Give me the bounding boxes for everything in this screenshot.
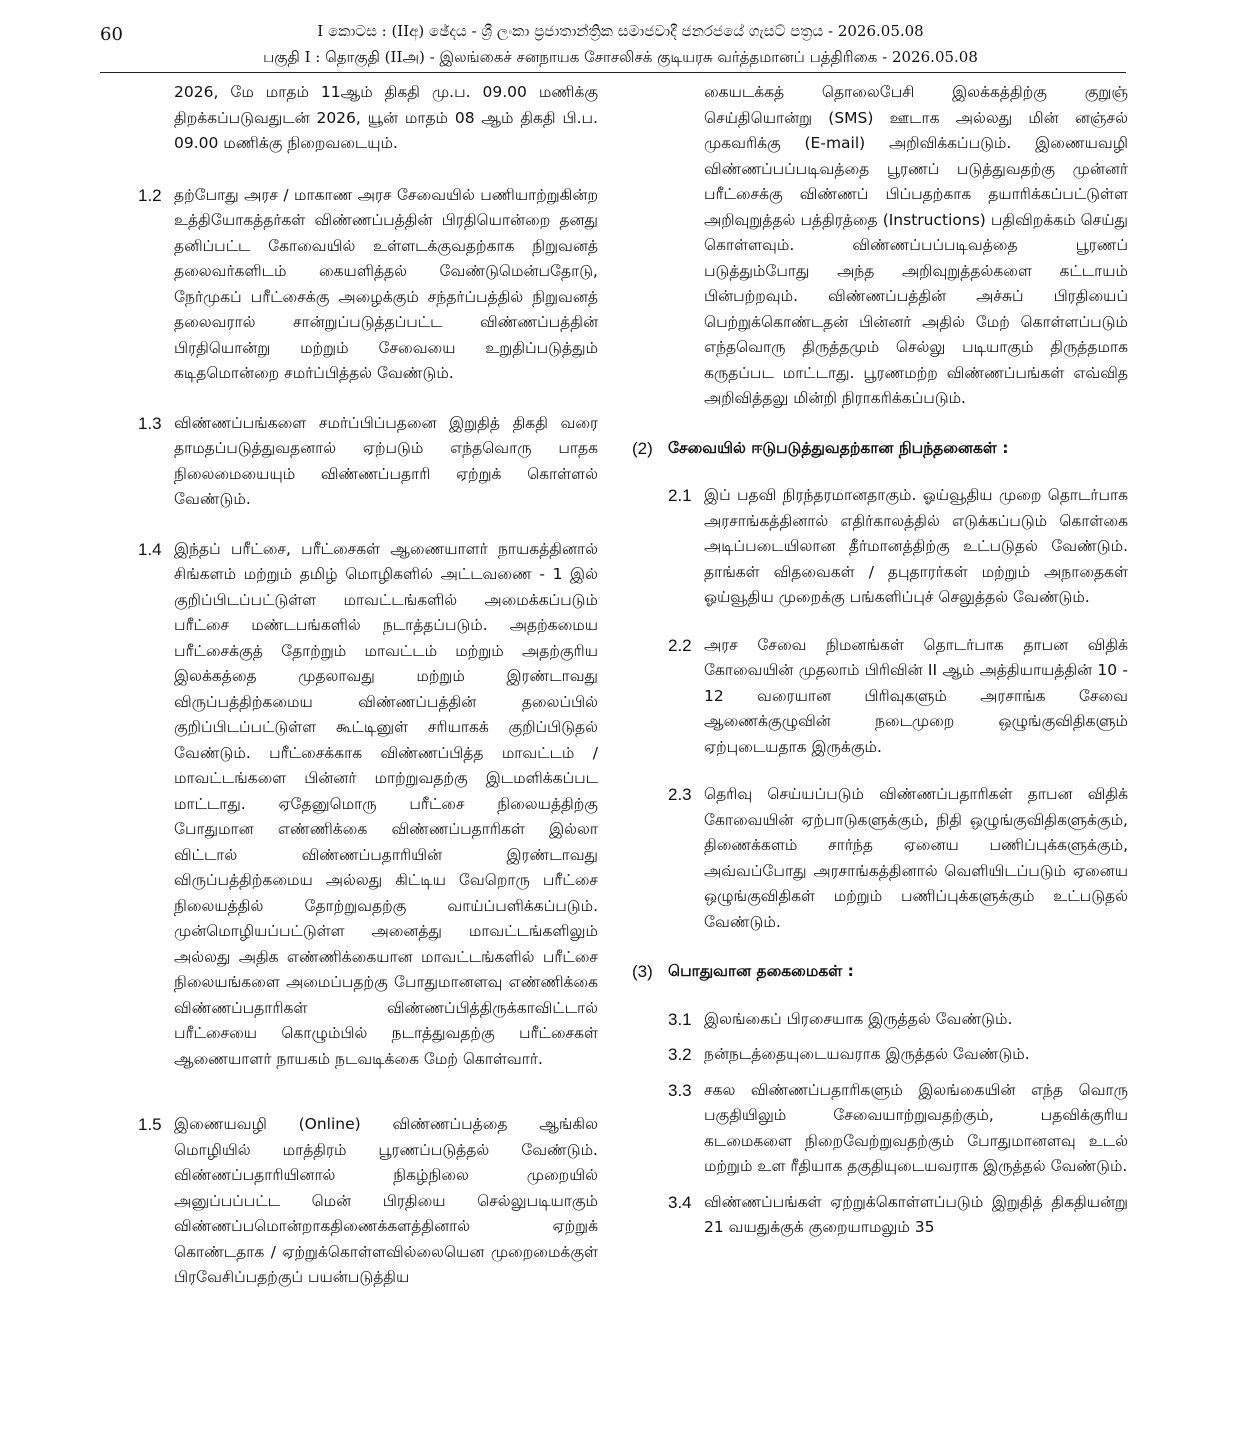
header-divider (100, 72, 1126, 73)
section-title: சேவையில் ஈடுபடுத்துவதற்கான நிபந்தனைகள் : (668, 438, 1009, 457)
clause-text: நன்நடத்தையுடையவராக இருத்தல் வேண்டும். (704, 1045, 1030, 1063)
right-column (632, 80, 1128, 1241)
clause-text: இணையவழி (Online) விண்ணப்பத்தை ஆங்கில மொழியில் மாத்திரம் பூரணப்படுத்தல் வேண்டும். விண்ணப்பதாரியினால் நிகழ்நிலை முறையில் அனுப்பப்பட்ட மென் பிரதியை செல்லுபடியாகும் விண்ணப்பமொன்றாகதிணைக்களத்தினால் ஏற்றுக் கொண்டதாக / ஏற்றுக்கொள்ளவில்லையென முறைமைக்குள் பிரவேசிப்பதற்குப் பயன்படுத்திய (174, 1115, 598, 1286)
clause-2-3 (632, 782, 1128, 935)
clause-2-1 (632, 483, 1128, 611)
section-2-heading (632, 436, 1128, 462)
clause-1-2 (138, 183, 598, 387)
left-column (138, 80, 598, 1291)
clause-1-5 (138, 1112, 598, 1291)
clause-number: 3.1 (668, 1009, 692, 1029)
clause-number: 1.3 (138, 413, 162, 433)
clause-text: இந்தப் பரீட்சை, பரீட்சைகள் ஆணையாளர் நாயகத்தினால் சிங்களம் மற்றும் தமிழ் மொழிகளில் அட்டவணை - 1 இல் குறிப்பிடப்பட்டுள்ள மாவட்டங்களில் அமைக்கப்படும் பரீட்சை மண்டபங்களில் நடாத்தப்படும். அதற்கமைய பரீட்சைக்குத் தோற்றும் மாவட்டம் மற்றும் அதற்குரிய இலக்கத்தை முதலாவது மற்றும் இரண்டாவது விருப்பத்திற்கமைய விண்ணப்பத்தின் தலைப்பில் குறிப்பிடப்பட்டுள்ள கூட்டினுள் சரியாகக் குறிப்பிடுதல் வேண்டும். பரீட்சைக்காக விண்ணப்பித்த மாவட்டம் / மாவட்டங்களை பின்னர் மாற்றுவதற்கு இடமளிக்கப்பட மாட்டாது. ஏதேனுமொரு பரீட்சை நிலையத்திற்கு போதுமான எண்ணிக்கை விண்ணப்பதாரிகள் இல்லா விட்டால் விண்ணப்பதாரியின் இரண்டாவது விருப்பத்திற்கமைய அல்லது கிட்டிய வேறொரு பரீட்சை நிலையத்தில் தோற்றுவதற்கு வாய்ப்பளிக்கப்படும். முன்மொழியப்பட்டுள்ள அனைத்து மாவட்டங்களிலும் அல்லது அதிக எண்ணிக்கையான மாவட்டங்களில் பரீட்சை நிலையங்களை அமைப்பதற்கு போதுமானளவு எண்ணிக்கை விண்ணப்பதாரிகள் விண்ணப்பித்திருக்காவிட்டால் பரீட்சையை கொழும்பில் நடாத்துவதற்கு பரீட்சைகள் ஆணையாளர் நாயகம் நடவடிக்கை மேற் கொள்வார். (174, 539, 598, 1068)
clause-number: 1.5 (138, 1115, 162, 1134)
clause-text: விண்ணப்பங்களை சமர்ப்பிப்பதனை இறுதித் திகதி வரை தாமதப்படுத்துவதனால் ஏற்படும் எந்தவொரு பாதக நிலைமையையும் விண்ணப்பதாரி ஏற்றுக் கொள்ளல் வேண்டும். (174, 413, 598, 508)
paragraph-1-1-continuation: 2026, மே மாதம் 11ஆம் திகதி மு.ப. 09.00 மணிக்கு திறக்கப்படுவதுடன் 2026, யூன் மாதம் 08 ஆம் திகதி பி.ப. 09.00 மணிக்கு நிறைவடையும். (174, 83, 598, 152)
clause-text: இப் பதவி நிரந்தரமானதாகும். ஓய்வூதிய முறை தொடர்பாக அரசாங்கத்தினால் எதிர்காலத்தில் எடுக்கப்படும் கொள்கை அடிப்படையிலான தீர்மானத்திற்கு உட்படுதல் வேண்டும். தாங்கள் விதவைகள் / தபுதாரர்கள் மற்றும் அநாதைகள் ஓய்வூதிய முறைக்கு பங்களிப்புச் செலுத்தல் வேண்டும். (704, 486, 1128, 606)
clause-3-1 (632, 1007, 1128, 1033)
clause-number: 2.1 (668, 486, 692, 505)
clause-3-4 (632, 1190, 1128, 1241)
section-number: (3) (632, 962, 653, 981)
section-3-heading (632, 959, 1128, 985)
header-sinhala-line: I කොටස : (IIඅ) ඡේදය - ශ්‍රී ලංකා ප්‍රජාතාන්ත්‍රික සමාජවාදී ජනරජයේ ගැසට් පත්‍රය - 2026.05.08 (317, 22, 924, 40)
clause-text: இலங்கைப் பிரசையாக இருத்தல் வேண்டும். (704, 1009, 1013, 1028)
clause-1-4 (138, 537, 598, 1073)
clause-3-3 (632, 1078, 1128, 1180)
clause-text: சகல விண்ணப்பதாரிகளும் இலங்கையின் எந்த வொரு பகுதியிலும் சேவையாற்றுவதற்கும், பதவிக்குரிய கடமைகளை நிறைவேற்றுவதற்கும் போதுமானளவு உடல் மற்றும் உள ரீதியாக தகுதியுடையவராக இருத்தல் வேண்டும். (704, 1080, 1128, 1175)
clause-text: தெரிவு செய்யப்படும் விண்ணப்பதாரிகள் தாபன விதிக் கோவையின் ஏற்பாடுகளுக்கும், நிதி ஒழுங்குவிதிகளுக்கும், திணைக்களம் சார்ந்த ஏனைய பணிப்புக்களுக்கும், அவ்வப்போது அரசாங்கத்தினால் வெளியிடப்படும் ஏனைய ஒழுங்குவிதிகள் மற்றும் பணிப்புக்களுக்கும் உட்படுதல் வேண்டும். (704, 785, 1128, 931)
section-title: பொதுவான தகைமைகள் : (668, 962, 854, 980)
page-number: 60 (100, 24, 123, 45)
clause-number: 3.3 (668, 1080, 692, 1100)
clause-text: தற்போது அரச / மாகாண அரச சேவையில் பணியாற்றுகின்ற உத்தியோகத்தர்கள் விண்ணப்பத்தின் பிரதியொன்றை தனது தனிப்பட்ட கோவையில் உள்ளடக்குவதற்காக நிறுவனத் தலைவர்களிடம் கையளித்தல் வேண்டுமென்பதோடு, நேர்முகப் பரீட்சைக்கு அழைக்கும் சந்தர்ப்பத்தில் நிறுவனத் தலைவரால் சான்றுப்படுத்தப்பட்ட விண்ணப்பத்தின் பிரதியொன்று மற்றும் சேவையை உறுதிப்படுத்தும் கடிதமொன்றை சமர்ப்பித்தல் வேண்டும். (174, 185, 598, 382)
clause-2-2 (632, 633, 1128, 761)
clause-number: 2.2 (668, 635, 692, 655)
header-tamil-line: பகுதி I : தொகுதி (IIஅ) - இலங்கைச் சனநாயக சோசலிசக் குடியரசு வர்த்தமானப் பத்திரிகை - 2026.05.08 (263, 48, 978, 66)
clause-number: 1.4 (138, 539, 162, 559)
clause-text: அரச சேவை நிமனங்கள் தொடர்பாக தாபன விதிக் கோவையின் முதலாம் பிரிவின் II ஆம் அத்தியாயத்தின் 10 - 12 வரையான பிரிவுகளும் அரசாங்க சேவை ஆணைக்குழுவின் நடைமுறை ஒழுங்குவிதிகளும் ஏற்புடையதாக இருக்கும். (704, 635, 1128, 756)
clause-1-3 (138, 411, 598, 513)
clause-1-5-continuation: கையடக்கத் தொலைபேசி இலக்கத்திற்கு குறுஞ் செய்தியொன்று (SMS) ஊடாக அல்லது மின் னஞ்சல் முகவரிக்கு (E-mail) அறிவிக்கப்படும். இணையவழி விண்ணப்பப்படிவத்தை பூரணப் படுத்துவதற்கு முன்னர் பரீட்சைக்கு விண்ணப் பிப்பதற்காக தயாரிக்கப்பட்டுள்ள அறிவுறுத்தல் பத்திரத்தை (Instructions) பதிவிறக்கம் செய்து கொள்ளவும். விண்ணப்பப்படிவத்தை பூரணப் படுத்தும்போது அந்த அறிவுறுத்தல்களை கட்டாயம் பின்பற்றவும். விண்ணப்பத்தின் அச்சுப் பிரதியைப் பெற்றுக்கொண்டதன் பின்னர் அதில் மேற் கொள்ளப்படும் எந்தவொரு திருத்தமும் செல்லு படியாகும் திருத்தமாக கருதப்பட மாட்டாது. பூரணமற்ற விண்ணப்பங்கள் எவ்வித அறிவித்தலு மின்றி நிராகரிக்கப்படும். (704, 83, 1128, 407)
clause-text: விண்ணப்பங்கள் ஏற்றுக்கொள்ளப்படும் இறுதித் திகதியன்று 21 வயதுக்குக் குறையாமலும் 35 (704, 1192, 1128, 1236)
section-number: (2) (632, 438, 653, 458)
clause-number: 3.4 (668, 1192, 692, 1212)
clause-number: 2.3 (668, 785, 692, 804)
clause-number: 1.2 (138, 185, 162, 205)
clause-number: 3.2 (668, 1045, 692, 1064)
clause-3-2 (632, 1042, 1128, 1068)
